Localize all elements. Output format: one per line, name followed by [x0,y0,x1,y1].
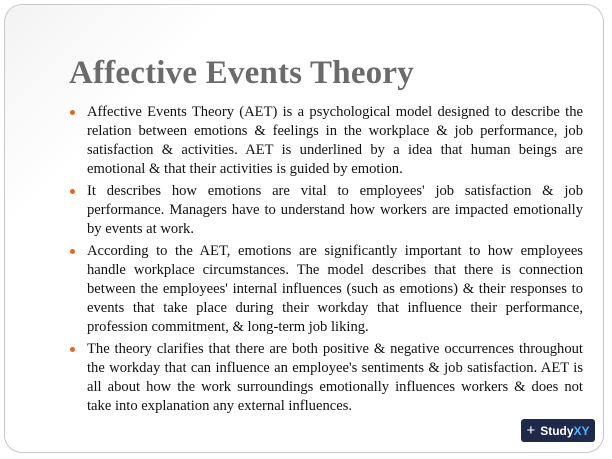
bullet-item [69,340,583,416]
bullet-text: It describes how emotions are vital to employees' job satisfaction & job performance. Managers have to understand how workers are impacted emotionally by events at work. [87,183,583,237]
bullet-text: The theory clarifies that there are both positive & negative occurrences throughout the workday that can influence an employee's sentiments & job satisfaction. AET is all about how the work surroundings emotionally influences workers & does not take into explanation any external influences. [87,341,583,414]
studyxy-badge[interactable] [521,419,595,442]
bullet-dot-icon [70,347,75,352]
bullet-item [69,182,583,239]
brand-accent: XY [573,423,590,438]
bullet-dot-icon [70,189,75,194]
slide-title: Affective Events Theory [69,55,414,91]
plus-icon: + [526,422,536,439]
bullet-dot-icon [70,249,75,254]
bullet-item [69,103,583,179]
slide [4,4,604,453]
bullet-item [69,242,583,337]
bullet-dot-icon [70,110,75,115]
brand-main: Study [540,423,574,438]
bullet-text: Affective Events Theory (AET) is a psychological model designed to describe the relation between emotions & feelings in the workplace & job performance, job satisfaction & activities. AET is underlined by a idea that human beings are emotional & that their activities is guided by emotion. [87,104,583,177]
bullet-list [69,103,583,419]
bullet-text: According to the AET, emotions are significantly important to how employees handle workplace circumstances. The model describes that there is connection between the employees' internal influences (such as emotions) & their responses to events that take place during their workday that influence their performance, profession commitment, & long-term job liking. [87,243,583,335]
